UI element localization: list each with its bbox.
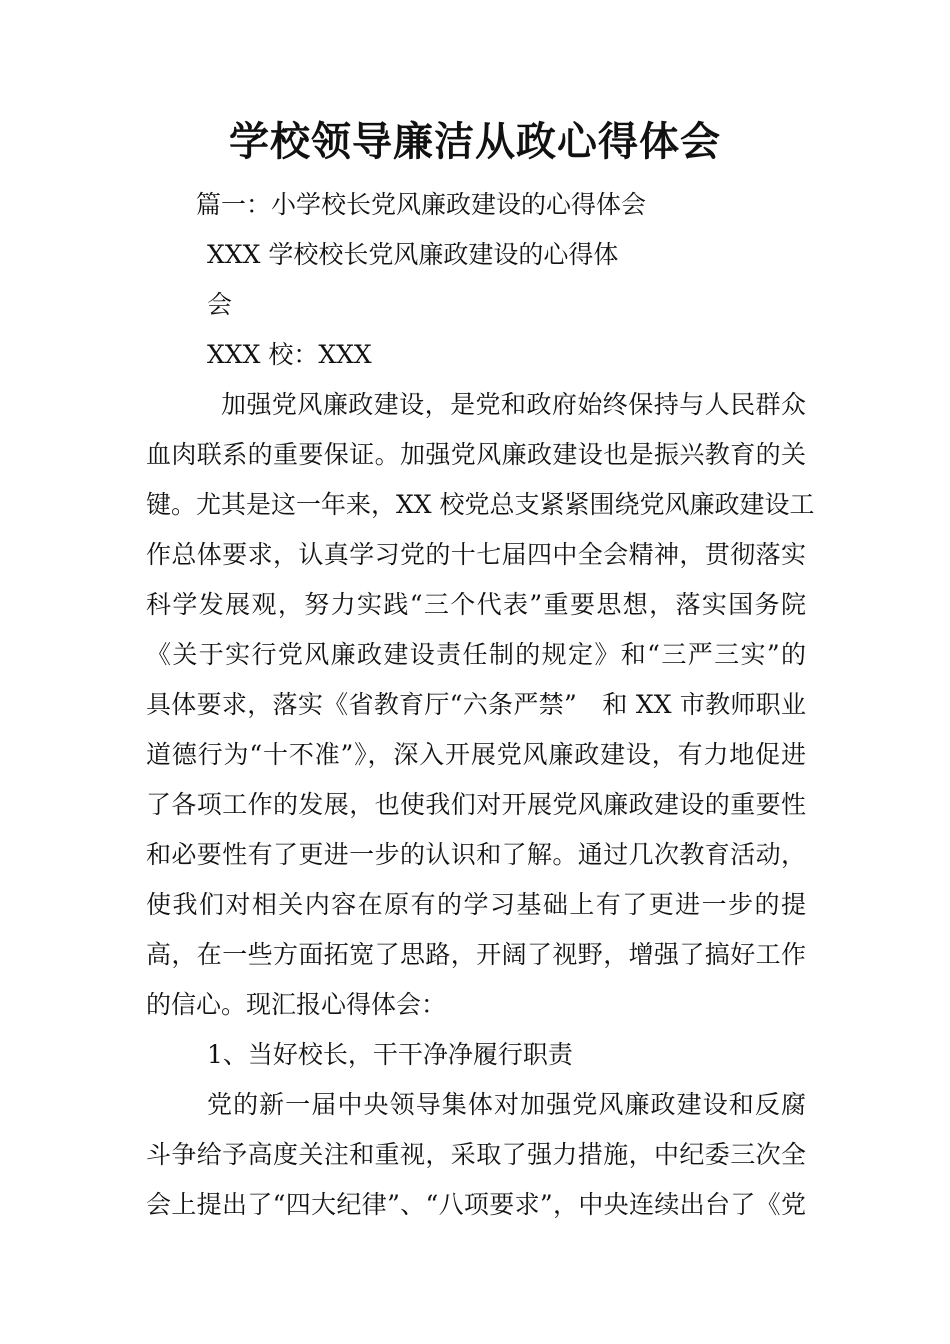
paragraph-line: 键。尤其是这一年来，XX 校党总支紧紧围绕党风廉政建设工: [146, 490, 815, 519]
paragraph-line: 和必要性有了更进一步的认识和了解。通过几次教育活动，: [146, 840, 806, 869]
paragraph-line: 党的新一届中央领导集体对加强党风廉政建设和反腐: [207, 1090, 806, 1119]
paragraph-line: 使我们对相关内容在原有的学习基础上有了更进一步的提: [146, 890, 806, 919]
paragraph-line: 作总体要求，认真学习党的十七届四中全会精神，贯彻落实: [146, 540, 806, 569]
paragraph-line: 会上提出了“四大纪律”、“八项要求”，中央连续出台了《党: [146, 1190, 806, 1219]
section-heading: 篇一：小学校长党风廉政建设的心得体会: [196, 190, 647, 219]
paragraph-line: 高，在一些方面拓宽了思路，开阔了视野，增强了搞好工作: [146, 940, 806, 969]
paragraph-line: 道德行为“十不准”》，深入开展党风廉政建设，有力地促进: [146, 740, 806, 769]
paragraph-line: 的信心。现汇报心得体会：: [146, 990, 447, 1019]
subtitle-line-2: 会: [207, 290, 233, 319]
document-title: 学校领导廉洁从政心得体会: [229, 118, 721, 165]
paragraph-line: 加强党风廉政建设，是党和政府始终保持与人民群众: [221, 390, 806, 419]
subheading: 1、当好校长，干干净净履行职责: [207, 1040, 573, 1069]
paragraph-line: 科学发展观，努力实践“三个代表”重要思想，落实国务院: [146, 590, 806, 619]
paragraph-line: 斗争给予高度关注和重视，采取了强力措施，中纪委三次全: [146, 1140, 806, 1169]
paragraph-line: 具体要求，落实《省教育厅“六条严禁” 和 XX 市教师职业: [146, 690, 806, 719]
subtitle-line-1: XXX 学校校长党风廉政建设的心得体: [207, 240, 619, 269]
paragraph-line: 《关于实行党风廉政建设责任制的规定》和“三严三实”的: [146, 640, 806, 669]
paragraph-line: 了各项工作的发展，也使我们对开展党风廉政建设的重要性: [146, 790, 806, 819]
author-line: XXX 校：XXX: [207, 340, 372, 369]
paragraph-line: 血肉联系的重要保证。加强党风廉政建设也是振兴教育的关: [146, 440, 806, 469]
